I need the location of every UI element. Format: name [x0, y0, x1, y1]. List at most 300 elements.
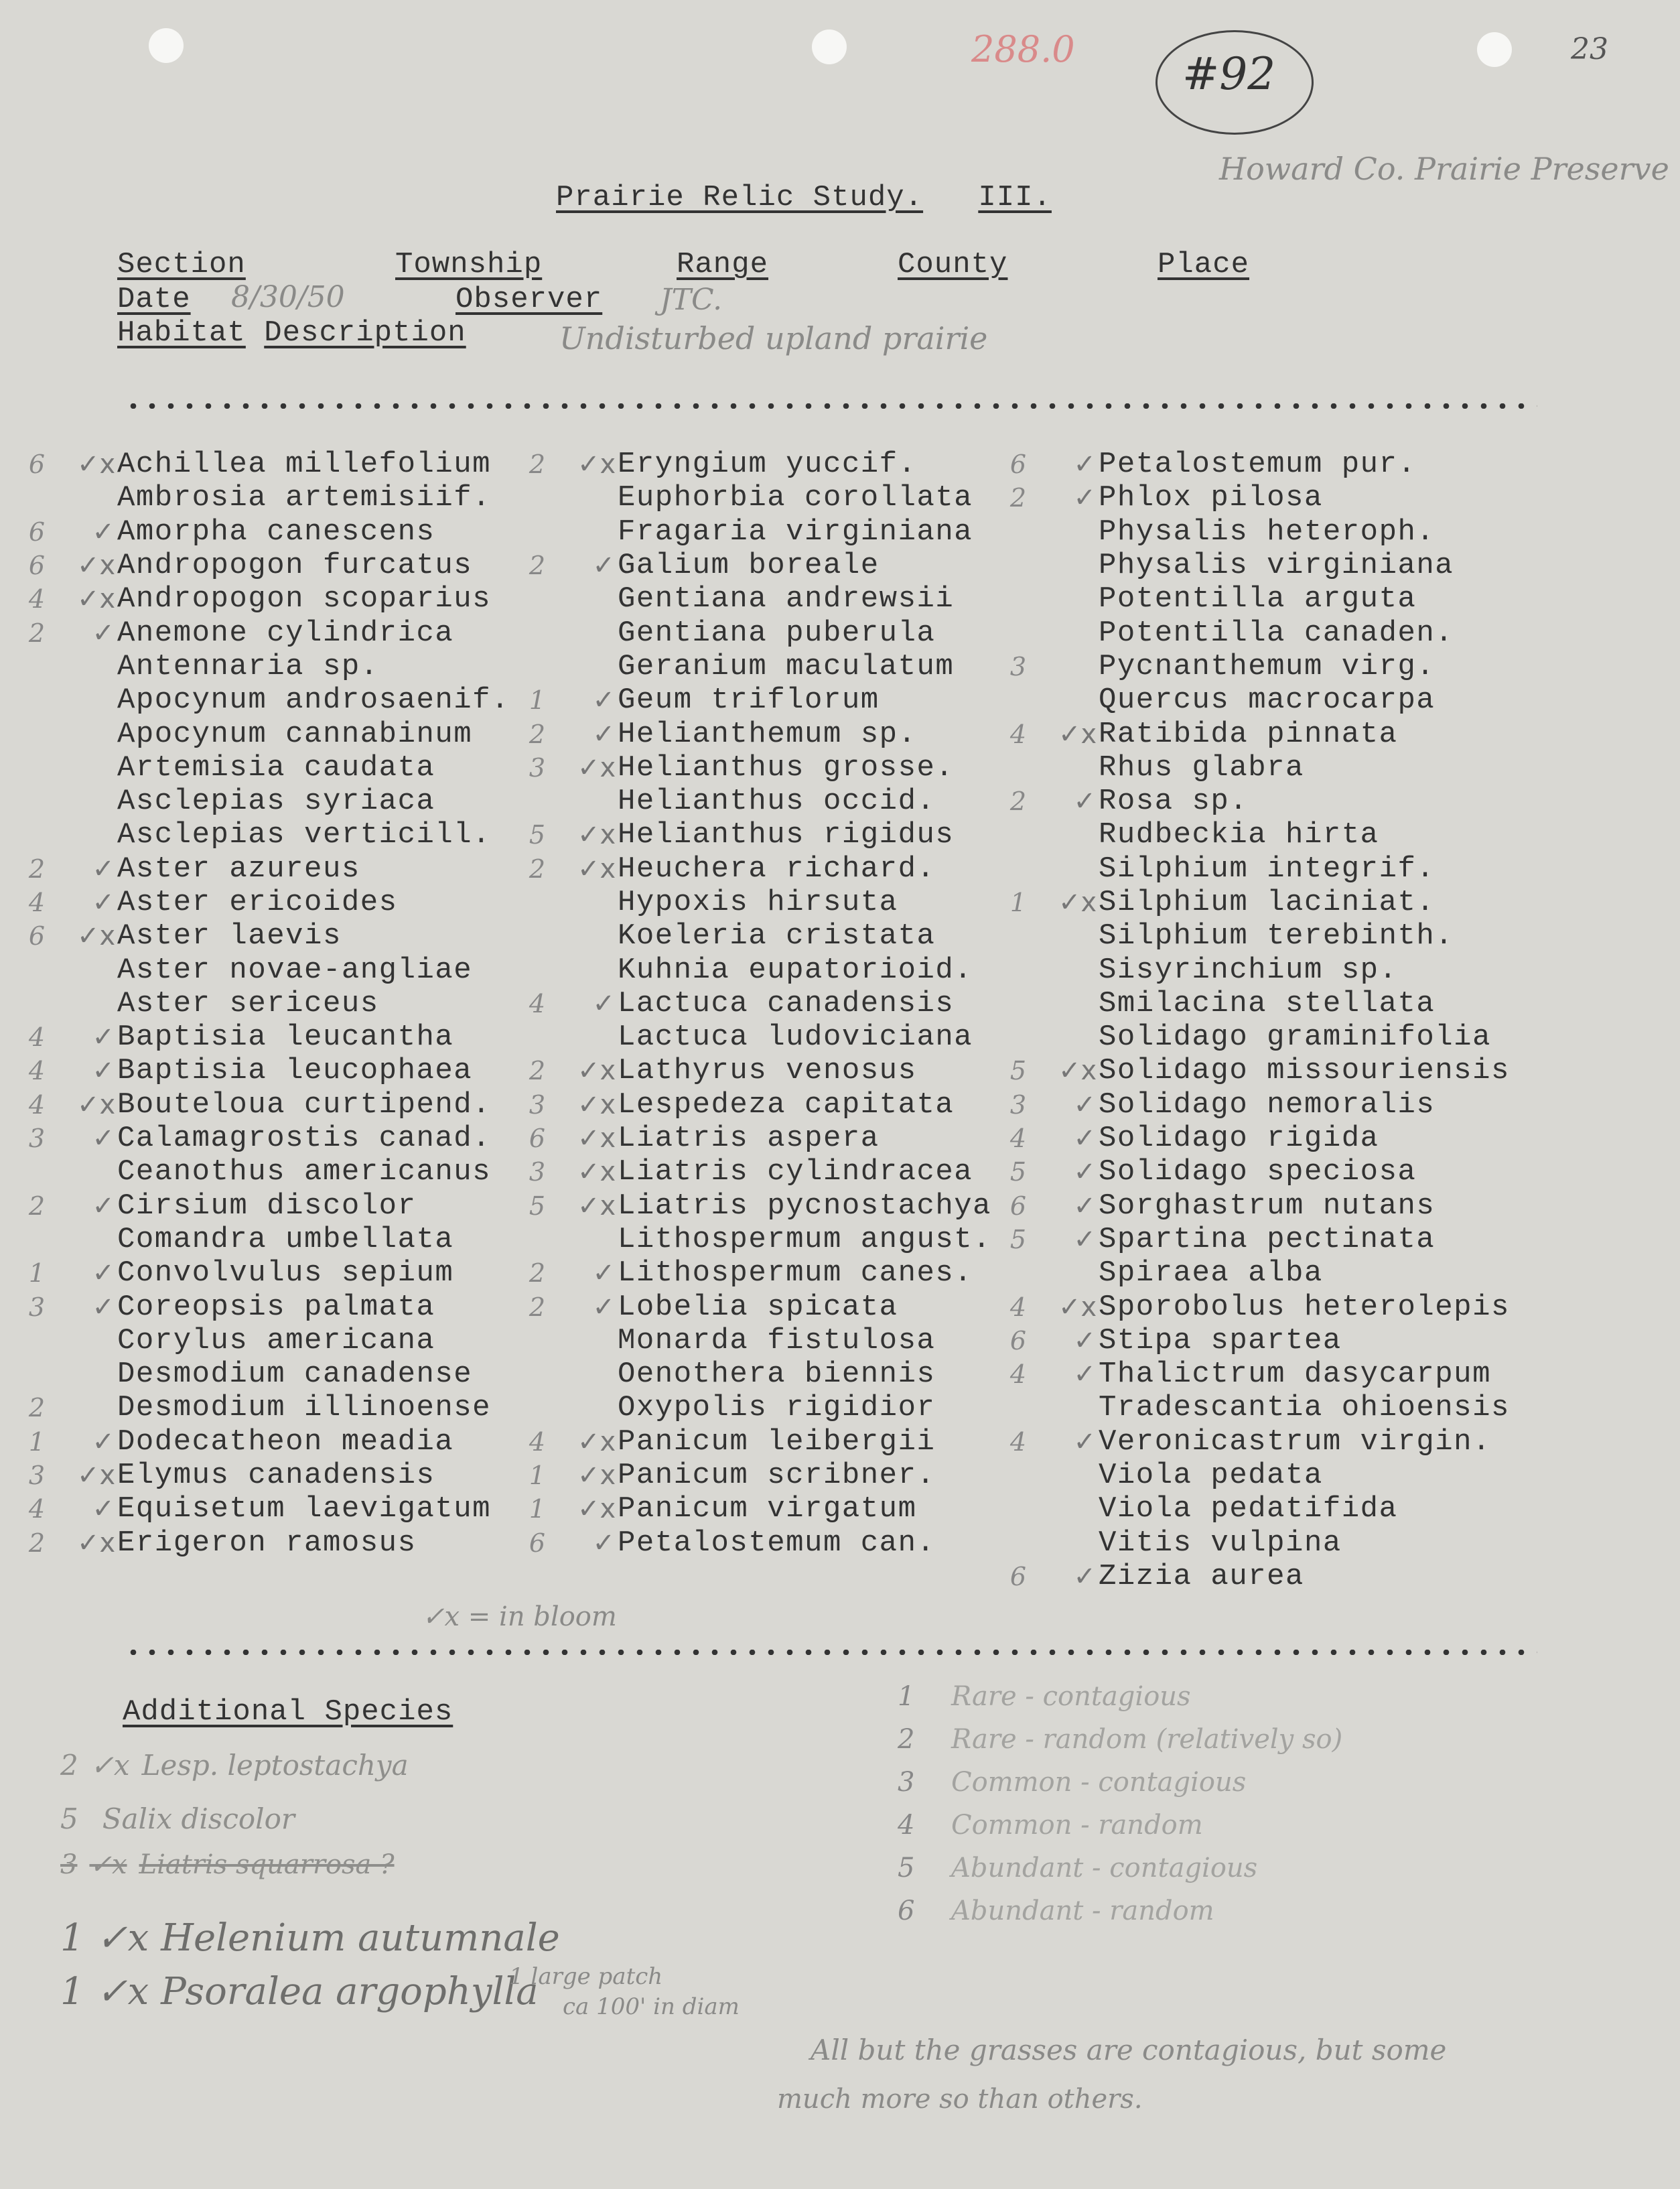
species-name: Spartina pectinata: [1099, 1222, 1436, 1256]
abundance-number: 2: [529, 1258, 546, 1288]
additional-species-item: [60, 1970, 551, 2013]
species-name: Lobelia spicata: [618, 1290, 898, 1324]
species-row: [28, 448, 510, 482]
abundance-number: 6: [1009, 1561, 1027, 1591]
species-name: Convolvulus sepium: [117, 1256, 454, 1290]
species-name: Sorghastrum nutans: [1099, 1189, 1436, 1223]
species-name: Hypoxis hirsuta: [618, 886, 898, 919]
species-row: [1099, 818, 1510, 852]
species-row: [1009, 1155, 1510, 1189]
species-row: [1099, 1020, 1510, 1054]
legend-row: [898, 1761, 1342, 1804]
species-name: Solidago missouriensis: [1099, 1054, 1510, 1088]
check-mark: ✓x: [1058, 1291, 1097, 1323]
check-mark: ✓x: [577, 1156, 616, 1188]
species-name: Quercus macrocarpa: [1099, 683, 1436, 718]
punch-hole-center: [812, 29, 847, 64]
species-row: [618, 1223, 991, 1256]
species-row: [117, 481, 510, 515]
abundance-number: 6: [28, 551, 46, 581]
abundance-number: 3: [529, 1157, 546, 1187]
species-row: [1009, 1189, 1510, 1223]
legend-number: 5: [898, 1853, 915, 1883]
abundance-number: 3: [1009, 651, 1027, 681]
species-row: [1099, 919, 1510, 953]
species-name: Silphium terebinth.: [1099, 919, 1454, 953]
species-name: Kuhnia eupatorioid.: [618, 953, 973, 987]
abundance-number: 6: [28, 450, 46, 480]
legend-number: 2: [898, 1724, 915, 1755]
species-name: Physalis heteroph.: [1099, 515, 1436, 549]
township-label: Township: [395, 248, 543, 281]
species-row: [117, 953, 510, 986]
species-name: Ratibida pinnata: [1099, 717, 1398, 751]
abundance-number: 1: [529, 1494, 546, 1524]
species-name: Baptisia leucophaea: [117, 1054, 473, 1088]
species-row: [1009, 717, 1510, 751]
range-label: Range: [677, 248, 769, 281]
species-row: [28, 1189, 510, 1223]
abundance-number: 4: [28, 1022, 46, 1053]
title-part: III.: [978, 181, 1052, 214]
abundance-number: 6: [529, 1124, 546, 1154]
species-name: Aster laevis: [117, 919, 342, 953]
legend-row: [898, 1847, 1342, 1889]
species-row: [28, 1391, 510, 1425]
abundance-number: 1: [529, 685, 546, 716]
check-mark: ✓x: [577, 752, 616, 783]
bloom-note: ✓x = in bloom: [422, 1601, 617, 1632]
species-row: [28, 1526, 510, 1560]
abundance-number: 6: [1009, 1325, 1027, 1355]
check-mark: ✓: [92, 1291, 115, 1323]
species-row: [117, 1223, 510, 1256]
species-row: [1099, 953, 1510, 986]
abundance-number: 2: [529, 450, 546, 480]
species-row: [618, 919, 991, 953]
species-name: Petalostemum pur.: [1099, 448, 1417, 482]
check-mark: ✓: [92, 1494, 115, 1525]
additional-check: ✓x: [96, 1916, 149, 1960]
species-name: Comandra umbellata: [117, 1222, 454, 1256]
abundance-number: 2: [529, 551, 546, 581]
species-row: [618, 1357, 991, 1391]
species-row: [28, 1492, 510, 1526]
species-row: [529, 717, 991, 751]
red-catalog-number: 288.0: [971, 28, 1075, 70]
species-name: Liatris pycnostachya: [618, 1189, 992, 1223]
abundance-number: 2: [28, 1393, 46, 1423]
abundance-number: 3: [28, 1124, 46, 1154]
species-name: Sporobolus heterolepis: [1099, 1290, 1510, 1324]
legend-row: [898, 1675, 1342, 1718]
additional-species-name: Salix discolor: [102, 1802, 295, 1835]
species-row: [1009, 1054, 1510, 1088]
check-mark: ✓: [92, 1190, 115, 1221]
check-mark: ✓: [1073, 1426, 1096, 1457]
species-row: [529, 1155, 991, 1189]
check-mark: ✓x: [77, 449, 116, 480]
species-name: Lespedeza capitata: [618, 1087, 955, 1122]
species-row: [117, 987, 510, 1020]
check-mark: ✓: [592, 718, 615, 750]
species-name: Aster ericoides: [117, 886, 398, 919]
species-row: [1099, 751, 1510, 785]
species-row: [117, 650, 510, 683]
check-mark: ✓x: [577, 1426, 616, 1457]
habitat-value: Undisturbed upland prairie: [559, 320, 988, 356]
abundance-number: 2: [529, 1056, 546, 1086]
species-name: Aster azureus: [117, 852, 360, 886]
species-name: Cirsium discolor: [117, 1189, 417, 1223]
species-name: Elymus canadensis: [117, 1459, 435, 1493]
species-name: Ceanothus americanus: [117, 1155, 492, 1189]
species-row: [529, 1054, 991, 1088]
species-name: Gentiana andrewsii: [618, 582, 955, 616]
abundance-number: 2: [28, 1528, 46, 1558]
species-name: Solidago graminifolia: [1099, 1020, 1491, 1055]
species-row: [1009, 1559, 1510, 1593]
species-row: [28, 1122, 510, 1156]
check-mark: ✓: [592, 550, 615, 582]
description-label: Description: [264, 316, 466, 350]
check-mark: ✓: [92, 1258, 115, 1289]
species-row: [28, 616, 510, 650]
species-row: [529, 750, 991, 785]
species-name: Lathyrus venosus: [618, 1054, 917, 1088]
species-row: [117, 1155, 510, 1189]
check-mark: ✓x: [1058, 1055, 1097, 1087]
abundance-number: 1: [529, 1461, 546, 1491]
legend-number: 6: [898, 1896, 915, 1926]
abundance-number: 4: [28, 1056, 46, 1086]
check-mark: ✓: [1073, 786, 1096, 817]
additional-check: ✓x: [96, 1970, 149, 2013]
abundance-number: 4: [28, 1089, 46, 1120]
species-row: [1099, 616, 1510, 649]
species-name: Equisetum laevigatum: [117, 1492, 492, 1526]
species-name: Andropogon scoparius: [117, 582, 492, 616]
species-name: Oxypolis rigidior: [618, 1391, 936, 1425]
species-name: Thalictrum dasycarpum: [1099, 1357, 1491, 1392]
species-row: [618, 481, 991, 515]
species-row: [618, 515, 991, 549]
abundance-number: 3: [1009, 1089, 1027, 1120]
check-mark: ✓: [592, 685, 615, 716]
abundance-number: 2: [529, 854, 546, 884]
species-name: Corylus americana: [117, 1323, 435, 1357]
abundance-number: 5: [1009, 1224, 1027, 1254]
species-row: [28, 515, 510, 549]
habitat-label: Habitat: [117, 316, 246, 350]
check-mark: ✓x: [1058, 887, 1097, 918]
check-mark: ✓x: [77, 550, 116, 582]
species-row: [618, 1391, 991, 1424]
legend-row: [898, 1718, 1342, 1761]
abundance-number: 4: [28, 888, 46, 917]
check-mark: ✓: [92, 887, 115, 918]
species-row: [117, 1357, 510, 1391]
psoralea-note-2: ca 100' in diam: [563, 1993, 740, 2020]
species-row: [618, 886, 991, 919]
species-row: [529, 1424, 991, 1459]
species-row: [1009, 1357, 1510, 1392]
species-column-3: [1009, 448, 1510, 1593]
section-label: Section: [117, 248, 246, 281]
check-mark: ✓: [1073, 1561, 1096, 1592]
species-row: [1009, 1424, 1510, 1459]
check-mark: ✓: [1073, 1325, 1096, 1356]
circled-number: #92: [1182, 48, 1276, 100]
species-name: Andropogon furcatus: [117, 549, 473, 583]
divider-bottom: [124, 1650, 1537, 1655]
species-name: Apocynum androsaenif.: [117, 683, 510, 718]
species-name: Antennaria sp.: [117, 649, 379, 683]
species-name: Liatris aspera: [618, 1122, 880, 1156]
punch-hole-left: [149, 28, 184, 63]
additional-number: 5: [60, 1802, 78, 1835]
abundance-number: 6: [529, 1528, 546, 1558]
species-row: [529, 549, 991, 583]
abundance-number: 2: [28, 854, 46, 884]
species-name: Asclepias verticill.: [117, 818, 492, 852]
species-name: Lithospermum canes.: [618, 1256, 973, 1290]
abundance-number: 2: [28, 1191, 46, 1221]
observer-label: Observer: [456, 283, 603, 316]
additional-number: 3: [60, 1849, 78, 1880]
species-row: [529, 1256, 991, 1290]
species-row: [618, 785, 991, 818]
species-name: Helianthus grosse.: [618, 750, 955, 785]
abundance-number: 4: [1009, 719, 1027, 749]
species-row: [117, 785, 510, 818]
species-name: Sisyrinchium sp.: [1099, 953, 1398, 987]
divider-top: [124, 403, 1537, 409]
species-row: [618, 616, 991, 649]
species-row: [529, 1087, 991, 1122]
species-row: [529, 1122, 991, 1156]
check-mark: ✓: [592, 988, 615, 1019]
species-name: Panicum leibergii: [618, 1424, 936, 1459]
check-mark: ✓x: [577, 1190, 616, 1221]
psoralea-note-1: 1 large patch: [509, 1963, 663, 1990]
check-mark: ✓: [1073, 449, 1096, 480]
species-name: Geum triflorum: [618, 683, 880, 718]
species-name: Ambrosia artemisiif.: [117, 481, 492, 515]
species-name: Achillea millefolium: [117, 448, 492, 482]
check-mark: ✓x: [577, 1055, 616, 1087]
species-row: [529, 1189, 992, 1223]
species-row: [117, 717, 510, 750]
check-mark: ✓: [1073, 1359, 1096, 1390]
species-name: Desmodium illinoense: [117, 1391, 492, 1425]
species-row: [28, 1459, 510, 1493]
species-row: [1009, 1290, 1510, 1324]
species-name: Geranium maculatum: [618, 649, 955, 683]
additional-species-name: Helenium autumnale: [161, 1916, 560, 1960]
additional-number: 2: [60, 1749, 78, 1782]
check-mark: ✓: [1073, 1223, 1096, 1255]
species-name: Phlox pilosa: [1099, 481, 1323, 515]
legend-text: Rare - random (relatively so): [951, 1724, 1343, 1755]
abundance-number: 1: [1009, 888, 1027, 917]
abundance-number: 5: [1009, 1056, 1027, 1086]
page-title: [556, 181, 1052, 214]
species-row: [1099, 987, 1510, 1020]
species-row: [28, 582, 510, 616]
species-name: Helianthus rigidus: [618, 818, 955, 852]
abundance-number: 3: [28, 1292, 46, 1322]
species-name: Rhus glabra: [1099, 750, 1304, 785]
species-row: [1009, 448, 1510, 482]
check-mark: ✓: [1073, 1190, 1096, 1221]
check-mark: ✓x: [77, 1527, 116, 1558]
species-name: Calamagrostis canad.: [117, 1122, 492, 1156]
species-name: Heuchera richard.: [618, 852, 936, 886]
abundance-number: 5: [1009, 1157, 1027, 1187]
species-row: [529, 1526, 991, 1560]
legend-row: [898, 1889, 1342, 1932]
species-name: Coreopsis palmata: [117, 1290, 435, 1324]
species-row: [117, 683, 510, 717]
check-mark: ✓x: [577, 449, 616, 480]
check-mark: ✓: [92, 516, 115, 547]
legend-text: Common - random: [951, 1810, 1203, 1841]
species-row: [618, 1020, 991, 1054]
species-name: Smilacina stellata: [1099, 986, 1436, 1020]
species-row: [1099, 1526, 1510, 1560]
species-name: Pycnanthemum virg.: [1099, 649, 1436, 683]
legend-number: 3: [898, 1767, 915, 1798]
species-row: [618, 650, 991, 683]
species-row: [28, 1054, 510, 1088]
species-row: [1099, 582, 1510, 616]
additional-species-item: [60, 1916, 572, 1960]
abundance-number: 4: [1009, 1359, 1027, 1390]
species-row: [28, 1424, 510, 1459]
habitat-label-row: [117, 316, 466, 350]
species-name: Silphium integrif.: [1099, 852, 1436, 886]
abundance-number: 4: [529, 1427, 546, 1457]
species-row: [28, 1290, 510, 1324]
additional-check: ✓x: [90, 1749, 130, 1782]
species-row: [1099, 1459, 1510, 1492]
species-name: Panicum scribner.: [618, 1459, 936, 1493]
title-text: Prairie Relic Study.: [556, 181, 924, 214]
abundance-number: 3: [28, 1461, 46, 1491]
species-name: Solidago nemoralis: [1099, 1087, 1436, 1122]
species-name: Veronicastrum virgin.: [1099, 1424, 1491, 1459]
species-row: [1009, 1087, 1510, 1122]
species-name: Stipa spartea: [1099, 1323, 1342, 1357]
species-row: [28, 549, 510, 583]
abundance-number: 6: [28, 517, 46, 547]
check-mark: ✓: [92, 1022, 115, 1053]
abundance-number: 3: [529, 1089, 546, 1120]
species-name: Rudbeckia hirta: [1099, 818, 1379, 852]
species-name: Lithospermum angust.: [618, 1222, 992, 1256]
species-row: [28, 886, 510, 919]
species-name: Fragaria virginiana: [618, 515, 973, 549]
species-name: Rosa sp.: [1099, 785, 1249, 819]
legend-text: Rare - contagious: [951, 1681, 1191, 1712]
abundance-number: 6: [28, 921, 46, 951]
species-name: Potentilla arguta: [1099, 582, 1417, 616]
species-name: Tradescantia ohioensis: [1099, 1391, 1510, 1425]
abundance-number: 4: [1009, 1427, 1027, 1457]
species-name: Amorpha canescens: [117, 515, 435, 549]
check-mark: ✓: [1073, 482, 1096, 514]
check-mark: ✓x: [77, 1089, 116, 1120]
species-name: Lactuca ludoviciana: [618, 1020, 973, 1055]
place-label: Place: [1158, 248, 1250, 281]
check-mark: ✓x: [577, 1460, 616, 1491]
abundance-number: 2: [529, 719, 546, 749]
species-name: Solidago rigida: [1099, 1122, 1379, 1156]
species-name: Anemone cylindrica: [117, 616, 454, 650]
species-name: Monarda fistulosa: [618, 1323, 936, 1357]
species-name: Potentilla canaden.: [1099, 616, 1454, 650]
species-column-1: [28, 448, 510, 1560]
abundance-number: 2: [28, 618, 46, 648]
species-row: [618, 582, 991, 616]
species-name: Koeleria cristata: [618, 919, 936, 953]
species-row: [28, 1256, 510, 1290]
abundance-number: 4: [1009, 1292, 1027, 1322]
additional-species-item: [60, 1802, 307, 1835]
species-name: Zizia aurea: [1099, 1559, 1304, 1593]
abundance-number: 4: [529, 988, 546, 1018]
species-row: [529, 852, 991, 886]
abundance-number: 4: [1009, 1124, 1027, 1154]
species-row: [1009, 649, 1510, 683]
species-row: [1009, 481, 1510, 515]
species-row: [1099, 515, 1510, 549]
species-name: Helianthemum sp.: [618, 717, 917, 751]
additional-species-item: [60, 1849, 407, 1880]
closing-note-2: much more so than others.: [777, 2084, 1143, 2115]
check-mark: ✓x: [577, 819, 616, 851]
species-name: Desmodium canadense: [117, 1357, 473, 1392]
date-value: 8/30/50: [231, 280, 345, 314]
abundance-number: 5: [529, 820, 546, 850]
additional-check: ✓x: [89, 1849, 127, 1880]
species-name: Bouteloua curtipend.: [117, 1087, 492, 1122]
abundance-number: 5: [529, 1191, 546, 1221]
check-mark: ✓: [592, 1527, 615, 1558]
page-number: 23: [1571, 32, 1608, 66]
check-mark: ✓x: [77, 584, 116, 615]
species-name: Apocynum cannabinum: [117, 717, 473, 751]
species-name: Lactuca canadensis: [618, 986, 955, 1020]
legend-text: Common - contagious: [951, 1767, 1247, 1798]
species-row: [529, 1290, 991, 1324]
abundance-number: 1: [28, 1427, 46, 1457]
location-note: Howard Co. Prairie Preserve: [1219, 151, 1669, 187]
closing-note-1: All but the grasses are contagious, but some: [811, 2034, 1447, 2066]
species-row: [1099, 1256, 1510, 1290]
species-row: [28, 1087, 510, 1122]
date-label: Date: [117, 283, 191, 316]
additional-species-name: Psoralea argophylla: [161, 1970, 539, 2013]
observer-value: JTC.: [660, 283, 723, 317]
species-name: Asclepias syriaca: [117, 785, 435, 819]
check-mark: ✓x: [1058, 718, 1097, 750]
check-mark: ✓: [592, 1258, 615, 1289]
species-row: [1099, 683, 1510, 717]
additional-species-name: Liatris squarrosa ?: [139, 1849, 395, 1880]
species-name: Viola pedata: [1099, 1459, 1323, 1493]
